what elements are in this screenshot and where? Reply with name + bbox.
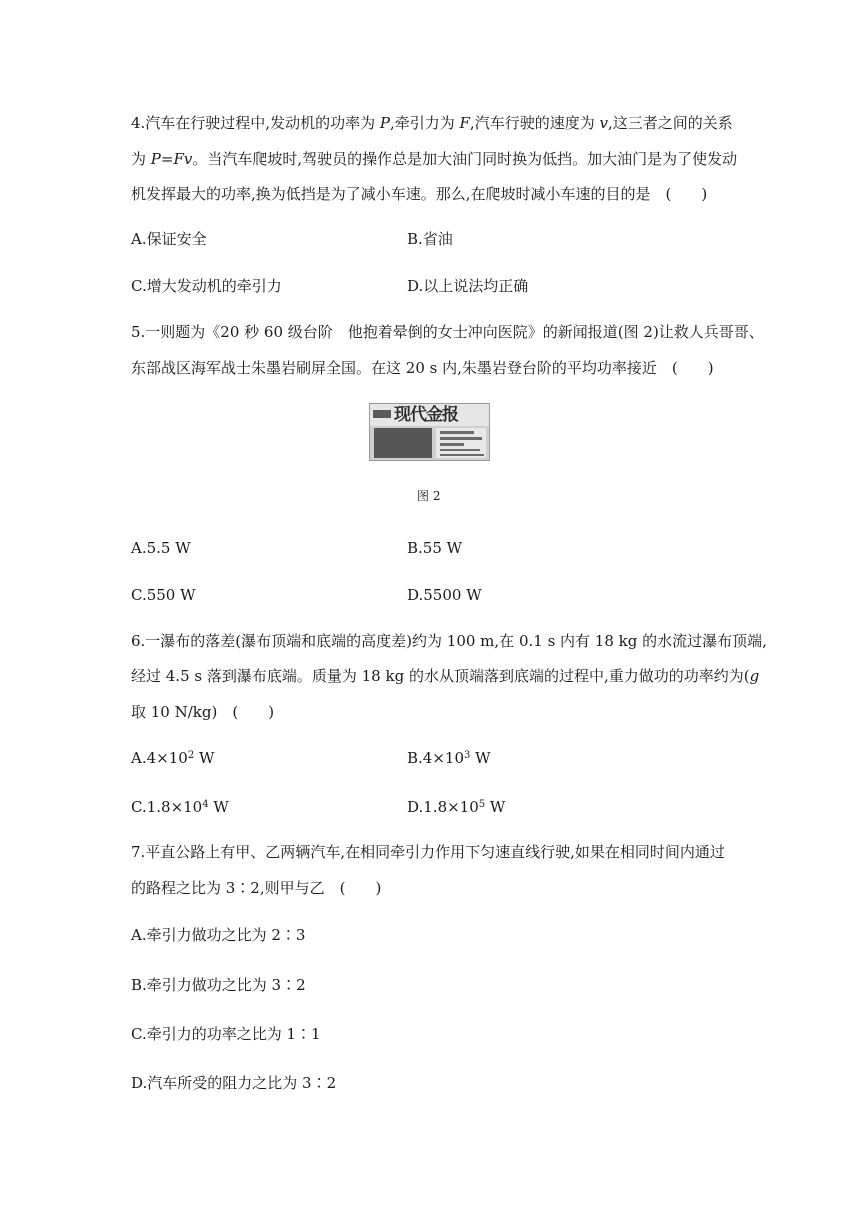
q5-option-c: C.550 W (131, 586, 196, 604)
q4-line-2 (131, 149, 737, 169)
q5-option-a: A.5.5 W (131, 539, 191, 557)
q4-text: ,牵引力为 (389, 114, 460, 132)
newspaper-figure (369, 403, 490, 461)
q4-option-a: A.保证安全 (131, 230, 207, 248)
variable-f: F (459, 114, 470, 132)
option-unit: W (194, 749, 215, 767)
q4-text: ,汽车行驶的速度为 (469, 114, 600, 132)
newspaper-masthead (370, 404, 489, 426)
q6-text: 经过 4.5 s 落到瀑布底端。质量为 18 kg 的水从顶端落到底端的过程中,重力做功的功率约为( (131, 667, 750, 685)
q4-text: 。当汽车爬坡时,驾驶员的操作总是加大油门同时换为低挡。加大油门是为了使发动 (192, 150, 738, 168)
masthead-logo (373, 410, 391, 418)
option-base: C.1.8×10 (131, 798, 203, 816)
text-bar (440, 454, 484, 456)
q6-line-3: 取 10 N/kg) ( ) (131, 703, 275, 721)
variable-v: v (599, 114, 608, 132)
q4-option-b: B.省油 (407, 230, 453, 248)
option-base: B.4×10 (407, 749, 464, 767)
option-exponent: 2 (187, 750, 195, 761)
option-base: A.4×10 (131, 749, 188, 767)
option-exponent: 5 (478, 799, 486, 810)
option-unit: W (485, 798, 506, 816)
q4-option-d: D.以上说法均正确 (407, 277, 529, 295)
figure-caption: 图 2 (417, 489, 441, 503)
option-base: D.1.8×10 (407, 798, 479, 816)
option-unit: W (208, 798, 229, 816)
q6-option-c (131, 797, 229, 817)
option-exponent: 3 (464, 750, 471, 761)
q4-line-1 (131, 113, 733, 133)
variable-g: g (749, 667, 760, 685)
q4-line-3: 机发挥最大的功率,换为低挡是为了减小车速。那么,在爬坡时减小车速的目的是 ( ) (131, 185, 708, 203)
option-unit: W (470, 749, 491, 767)
q6-option-b (407, 748, 491, 768)
newspaper-photo (374, 428, 432, 458)
q7-option-c: C.牵引力的功率之比为 1∶1 (131, 1025, 321, 1043)
q5-line-1: 5.一则题为《20 秒 60 级台阶 他抱着晕倒的女士冲向医院》的新闻报道(图 2)让救人兵哥哥、 (131, 323, 764, 341)
formula: P=Fv (150, 150, 193, 168)
q4-option-c: C.增大发动机的牵引力 (131, 277, 282, 295)
q6-line-2 (131, 666, 759, 686)
headline-bar (440, 437, 482, 440)
headline-bar (440, 443, 464, 446)
q7-option-b: B.牵引力做功之比为 3∶2 (131, 976, 306, 994)
q5-option-b: B.55 W (407, 539, 463, 557)
q4-text: 为 (131, 150, 151, 168)
text-bar (440, 449, 480, 451)
q5-line-2: 东部战区海军战士朱墨岩刷屏全国。在这 20 s 内,朱墨岩登台阶的平均功率接近 ( ) (131, 359, 714, 377)
variable-p: P (379, 114, 390, 132)
q4-text: ,这三者之间的关系 (607, 114, 733, 132)
q7-line-2: 的路程之比为 3∶2,则甲与乙 ( ) (131, 879, 382, 897)
option-exponent: 4 (202, 799, 209, 810)
q6-line-1: 6.一瀑布的落差(瀑布顶端和底端的高度差)约为 100 m,在 0.1 s 内有 18 kg 的水流过瀑布顶端, (131, 632, 767, 650)
headline-bar (440, 431, 474, 434)
q6-option-a (131, 748, 214, 768)
q6-option-d (407, 797, 505, 817)
q7-option-d: D.汽车所受的阻力之比为 3∶2 (131, 1074, 337, 1092)
q4-text: 4.汽车在行驶过程中,发动机的功率为 (131, 114, 380, 132)
q5-option-d: D.5500 W (407, 586, 482, 604)
q7-line-1: 7.平直公路上有甲、乙两辆汽车,在相同牵引力作用下匀速直线行驶,如果在相同时间内通过 (131, 843, 725, 861)
newspaper-title: 现代金报 (394, 405, 458, 425)
q7-option-a: A.牵引力做功之比为 2∶3 (131, 926, 306, 944)
